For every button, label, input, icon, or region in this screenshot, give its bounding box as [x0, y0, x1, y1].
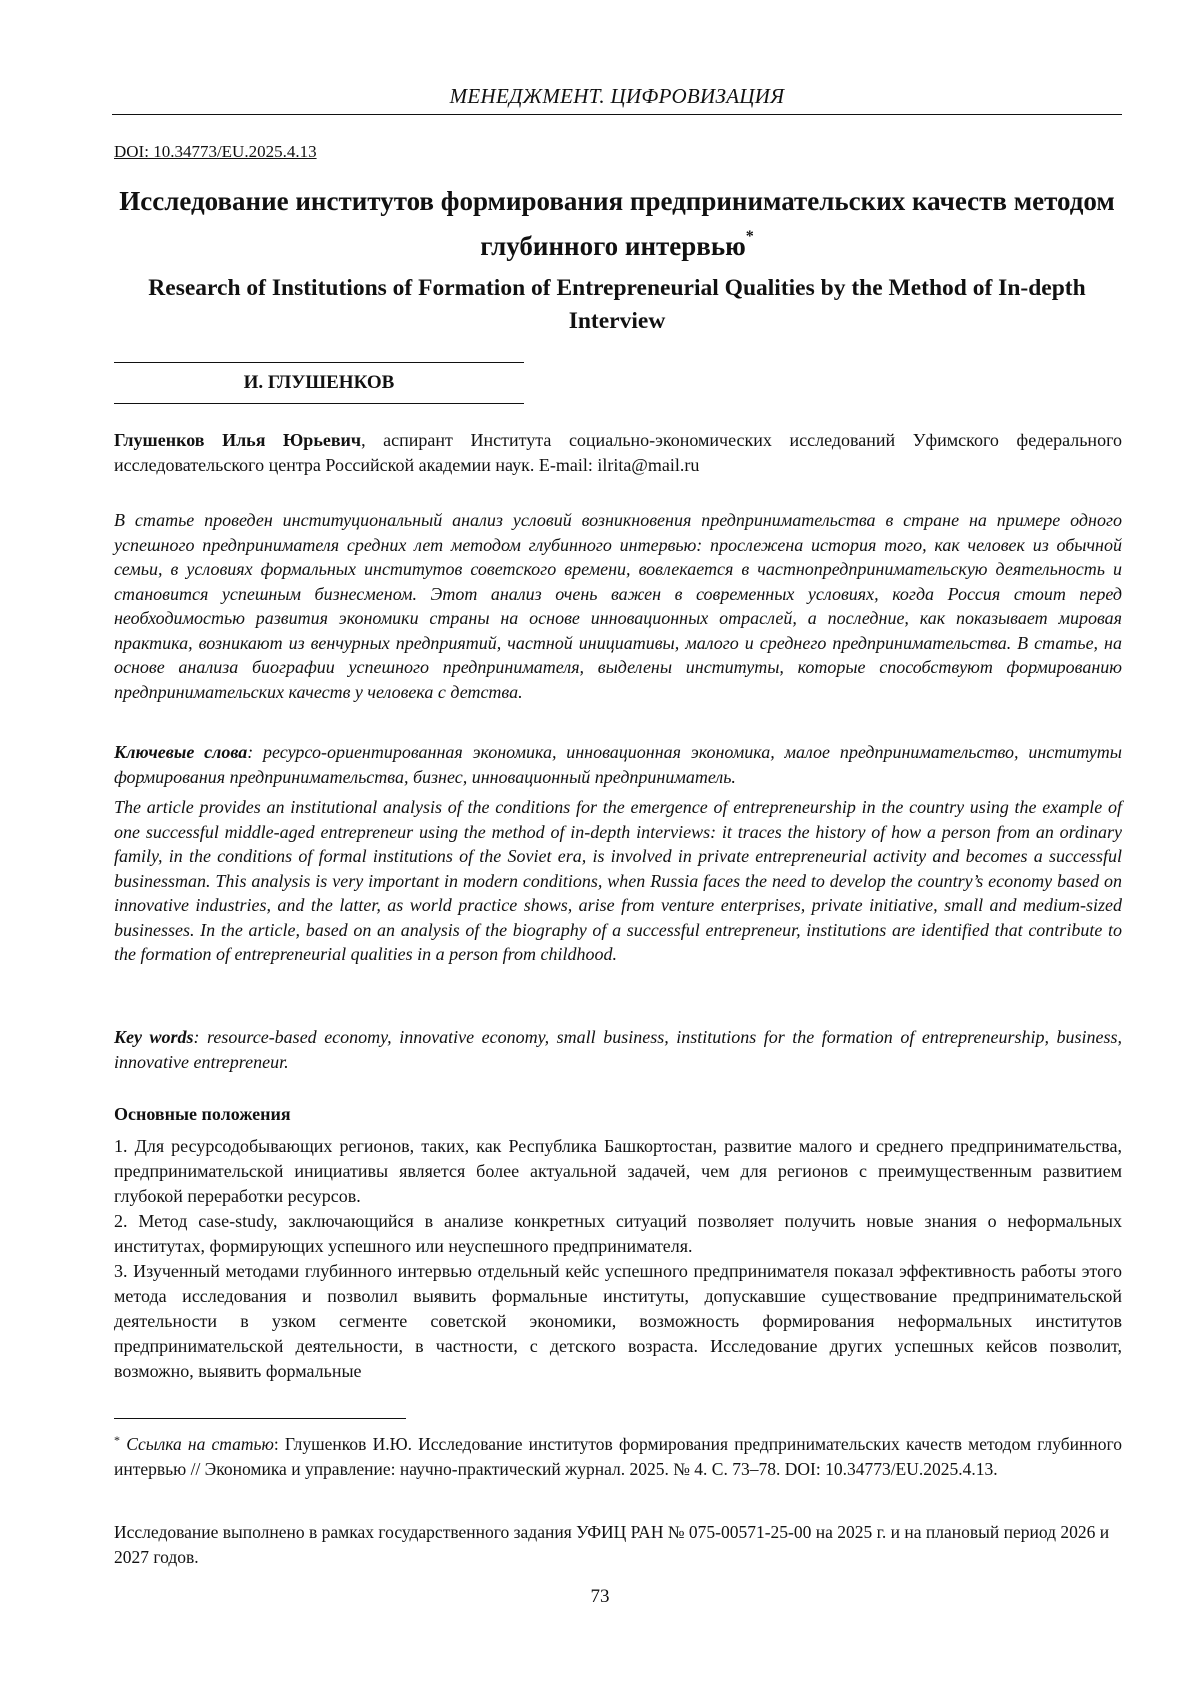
title-footnote-mark: * — [745, 228, 754, 245]
key-point: 3. Изученный методами глубинного интервью отдельный кейс успешного предпринимателя показал эффективность работы этого метода исследования и позволил выявить формальные институты, допускавшие существование предпринимательской деятельности в узком сегменте советской экономики, возможность формирования неформальных институтов предпринимательской деятельности, в частности, с детского возраста. Исследование других успешных кейсов позволит, возможно, выявить формальные — [114, 1261, 1122, 1381]
keywords-english-text: : resource-based economy, innovative economy, small business, institutions for the formation of entrepreneurship, business, innovative entrepreneur. — [114, 1027, 1123, 1072]
page-number: 73 — [590, 1586, 610, 1607]
keywords-russian-text: : ресурсо-ориентированная экономика, инновационная экономика, малое предпринимательство, институты формирования предпринимательства, бизнес, инновационный предприниматель. — [114, 742, 1122, 787]
key-point: 1. Для ресурсодобывающих регионов, таких, как Республика Башкортостан, развитие малого и среднего предпринимательства, предпринимательской инициативы является более актуальной задачей, чем для регионов с преимущественным развитием глубокой переработки ресурсов. — [114, 1136, 1122, 1206]
author-affiliation — [114, 428, 1122, 478]
affiliation-text: , аспирант Института социально-экономических исследований Уфимского федерального исследовательского центра Российской академии наук. E-mail: ilrita@mail.ru — [114, 430, 1122, 475]
footnote-mark: * — [114, 1433, 120, 1447]
abstract-english: The article provides an institutional analysis of the conditions for the emergence of entrepreneurship in the country using the example of one successful middle-aged entrepreneur using the method of in-depth interviews: it traces the history of how a person from an ordinary family, in the conditions of formal institutions of the Soviet era, is involved in private entrepreneurial activity and becomes a successful businessman. This analysis is very important in modern conditions, when Russia faces the need to develop the country’s economy based on innovative industries, and the latter, as world practice shows, arise from venture enterprises, private initiative, small and medium-sized businesses. In the article, based on an analysis of the biography of a successful entrepreneur, institutions are identified that contribute to the formation of entrepreneurial qualities in a person from childhood. — [114, 797, 1122, 964]
funding-note: Исследование выполнено в рамках государственного задания УФИЦ РАН № 075-00571-25-00 на 2025 г. и на плановый период 2026 и 2027 годов. — [114, 1522, 1110, 1567]
abstract-russian: В статье проведен институциональный анализ условий возникновения предпринимательства в стране на примере одного успешного предпринимателя средних лет методом глубинного интервью: прослежена история того, как человек из обычной семьи, в условиях формальных институтов советского времени, вовлекается в частнопредпринимательскую деятельность и становится успешным бизнесменом. Этот анализ очень важен в современных условиях, когда Россия стоит перед необходимостью развития экономики страны на основе инновационных отраслей, а последние, как показывает мировая практика, возникают из венчурных предприятий, частной инициативы, малого и среднего предпринимательства. В статье, на основе анализа биографии успешного предпринимателя, выделены институты, которые способствуют формированию предпринимательских качеств у человека с детства. — [114, 510, 1122, 702]
footnote-label: Ссылка на статью — [126, 1434, 274, 1454]
footnote-text: : Глушенков И.Ю. Исследование институтов формирования предпринимательских качеств методом глубинного интервью // Экономика и управление: научно-практический журнал. 2025. № 4. С. 73–78. DOI: 10.34773/EU.2025.4.13. — [114, 1434, 1122, 1479]
author-full-name: Глушенков Илья Юрьевич — [114, 430, 362, 450]
footnote-rule — [114, 1418, 406, 1419]
keywords-english-label: Key words — [114, 1027, 194, 1047]
title-russian-text: Исследование институтов формирования предпринимательских качеств методом глубинного интервью — [119, 186, 1115, 261]
keywords-russian-label: Ключевые слова — [114, 742, 248, 762]
title-russian — [112, 184, 1122, 264]
section-heading: Основные положения — [114, 1104, 291, 1124]
keywords-russian — [114, 740, 1122, 789]
title-english: Research of Institutions of Formation of Entrepreneurial Qualities by the Method of In-depth Interview — [148, 275, 1086, 334]
keywords-english — [114, 1025, 1122, 1074]
key-point: 2. Метод case-study, заключающийся в анализе конкретных ситуаций позволяет получить новые знания о неформальных институтах, формирующих успешного или неуспешного предпринимателя. — [114, 1211, 1122, 1256]
author-block — [114, 362, 524, 404]
footnote — [114, 1428, 1122, 1482]
running-header: МЕНЕДЖМЕНТ. ЦИФРОВИЗАЦИЯ — [449, 84, 785, 108]
doi-link[interactable]: DOI: 10.34773/EU.2025.4.13 — [114, 142, 317, 161]
header-rule — [112, 114, 1122, 115]
author-name: И. ГЛУШЕНКОВ — [243, 372, 395, 393]
key-points — [114, 1134, 1122, 1384]
